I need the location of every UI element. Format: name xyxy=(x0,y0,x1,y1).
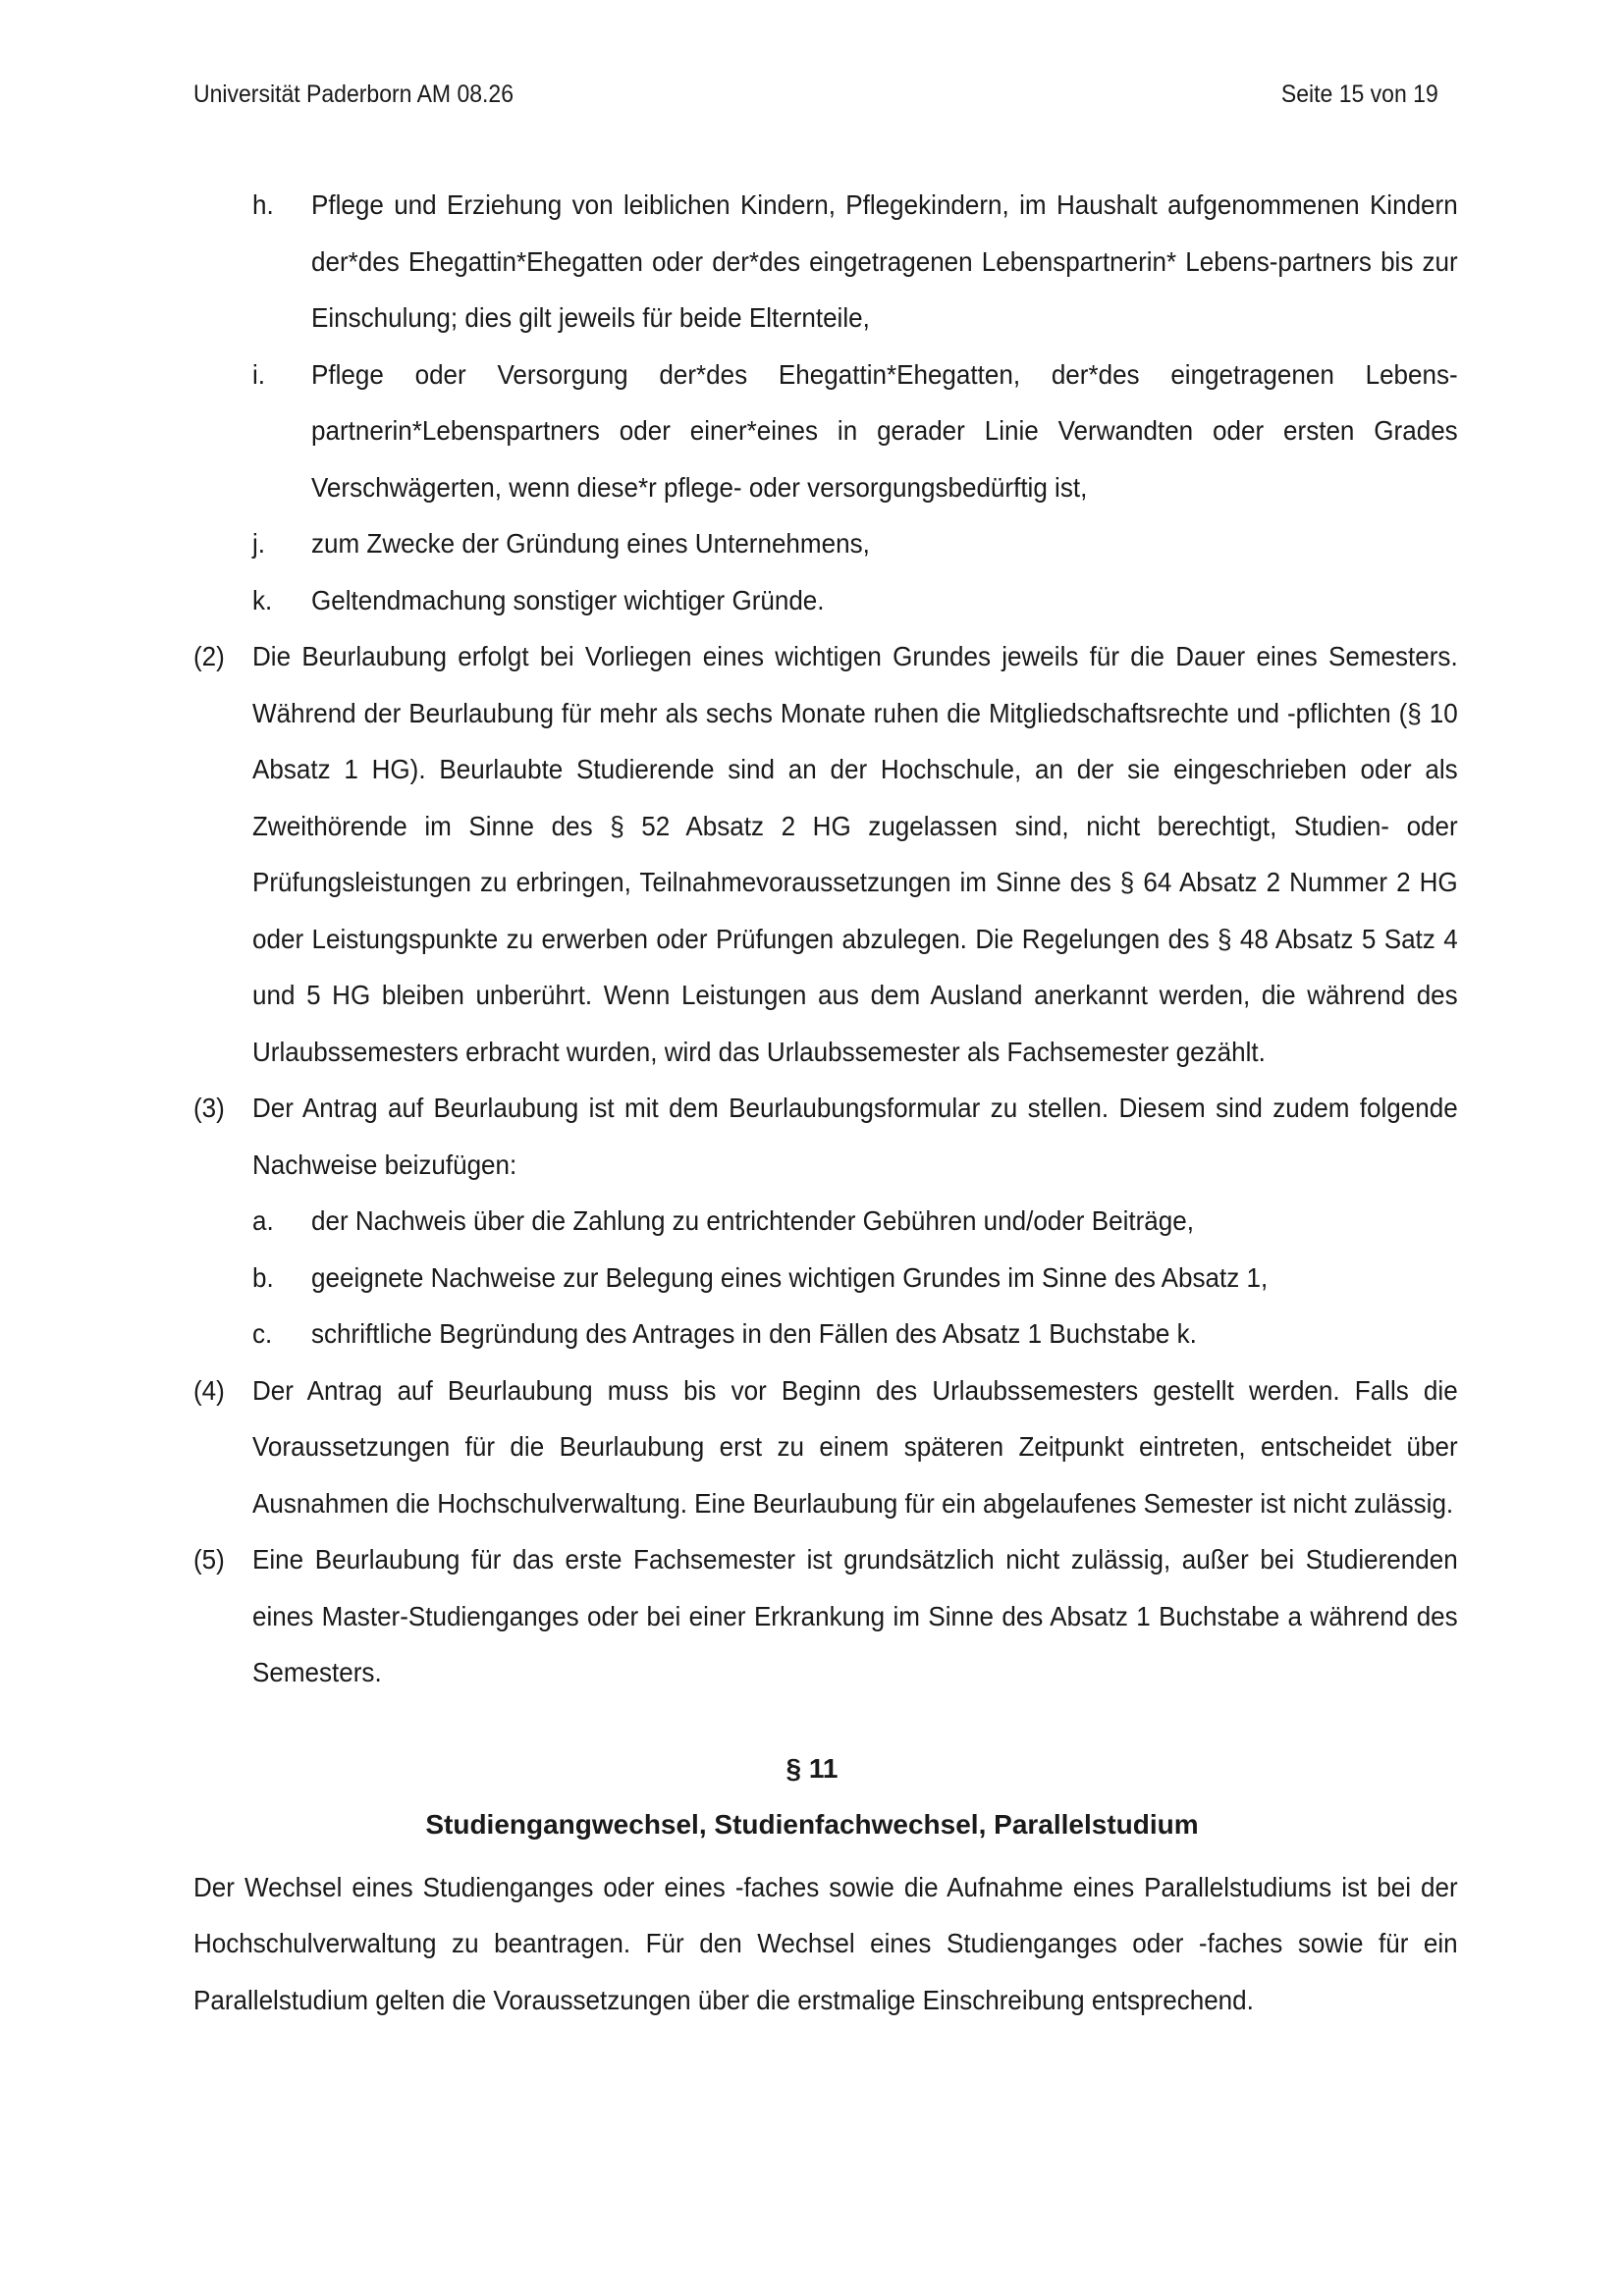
paragraph-number: (4) xyxy=(193,1374,225,1406)
list-item-c xyxy=(0,1306,1458,1362)
paragraph-text: Die Beurlaubung erfolgt bei Vorliegen eines wichtigen Grundes jeweils für die Dauer eines Semesters. Während der Beurlaubung für mehr als sechs Monate ruhen die Mitgliedschaftsrechte und -pflichten (§ 10 Absatz 1 HG). Beurlaubte Studierende sind an der Hochschule, an der sie eingeschrieben oder als Zweithörende im Sinne des § 52 Absatz 2 HG zugelassen sind, nicht berechtigt, Studien- oder Prüfungsleistungen zu erbringen, Teilnahmevoraussetzungen im Sinne des § 64 Absatz 2 Nummer 2 HG oder Leistungspunkte zu erwerben oder Prüfungen abzulegen. Die Regelungen des § 48 Absatz 5 Satz 4 und 5 HG bleiben unberührt. Wenn Leistungen aus dem Ausland anerkannt werden, die während des Urlaubssemesters erbracht wurden, wird das Urlaubssemester als Fachsemester gezählt. xyxy=(252,641,1458,1067)
list-text: zum Zwecke der Gründung eines Unternehmens, xyxy=(311,528,870,559)
list-item-a xyxy=(0,1193,1458,1250)
list-item-b xyxy=(0,1250,1458,1307)
paragraph-text: Der Wechsel eines Studienganges oder eines -faches sowie die Aufnahme eines Parallelstudiums ist bei der Hochschulverwaltung zu beantragen. Für den Wechsel eines Studienganges oder -faches sowie für ein Parallelstudium gelten die Voraussetzungen über die erstmalige Einschreibung entsprechend. xyxy=(193,1871,1458,2015)
paragraph-3 xyxy=(0,1080,1458,1193)
header-institution: Universität Paderborn AM 08.26 xyxy=(193,80,514,108)
paragraph-number: (2) xyxy=(193,641,225,671)
section-11-text xyxy=(0,1859,1458,2029)
paragraph-text: Der Antrag auf Beurlaubung ist mit dem Beurlaubungsformular zu stellen. Diesem sind zudem folgende Nachweise beizufügen: xyxy=(252,1093,1458,1180)
list-letter: b. xyxy=(252,1261,274,1293)
list-letter: a. xyxy=(252,1205,274,1236)
paragraph-text: Eine Beurlaubung für das erste Fachsemester ist grundsätzlich nicht zulässig, außer bei Studierenden eines Master-Studienganges oder bei einer Erkrankung im Sinne des Absatz 1 Buchstabe a während des Semesters. xyxy=(252,1544,1458,1687)
list-text: Geltendmachung sonstiger wichtiger Gründe. xyxy=(311,584,825,615)
list-item-h xyxy=(0,177,1458,347)
paragraph-5 xyxy=(0,1531,1458,1701)
document-body xyxy=(0,177,1624,2028)
list-item-j xyxy=(0,515,1458,572)
section-number: § 11 xyxy=(785,1752,839,1784)
header-page-number: Seite 15 von 19 xyxy=(1281,80,1438,108)
paragraph-4 xyxy=(0,1362,1458,1532)
list-item-k xyxy=(0,572,1458,629)
list-text: schriftliche Begründung des Antrages in den Fällen des Absatz 1 Buchstabe k. xyxy=(311,1318,1197,1349)
list-letter: j. xyxy=(252,528,266,559)
list-text: Pflege und Erziehung von leiblichen Kindern, Pflegekindern, im Haushalt aufgenommenen Kindern der*des Ehegattin*Ehegatten oder der*des eingetragenen Lebenspartnerin* Lebens-partners bis zur Einschulung; dies gilt jeweils für beide Elternteile, xyxy=(311,189,1458,333)
list-text: geeignete Nachweise zur Belegung eines wichtigen Grundes im Sinne des Absatz 1, xyxy=(311,1261,1269,1293)
list-text: Pflege oder Versorgung der*des Ehegattin*Ehegatten, der*des eingetragenen Lebens-partnerin*Lebenspartners oder einer*eines in gerader Linie Verwandten oder ersten Grades Verschwägerten, wenn diese*r pflege- oder versorgungsbedürftig ist, xyxy=(311,358,1458,503)
list-letter: c. xyxy=(252,1318,273,1349)
paragraph-2 xyxy=(0,628,1458,1080)
list-text: der Nachweis über die Zahlung zu entrichtender Gebühren und/oder Beiträge, xyxy=(311,1205,1194,1236)
section-title: Studiengangwechsel, Studienfachwechsel, Parallelstudium xyxy=(425,1809,1199,1840)
list-letter: k. xyxy=(252,584,273,615)
spacer xyxy=(0,1701,1624,1740)
list-letter: h. xyxy=(252,189,274,220)
list-letter: i. xyxy=(252,358,266,390)
paragraph-number: (3) xyxy=(193,1093,225,1123)
paragraph-text: Der Antrag auf Beurlaubung muss bis vor Beginn des Urlaubssemesters gestellt werden. Falls die Voraussetzungen für die Beurlaubung erst zu einem späteren Zeitpunkt eintreten, entscheidet über Ausnahmen die Hochschulverwaltung. Eine Beurlaubung für ein abgelaufenes Semester ist nicht zulässig. xyxy=(252,1374,1458,1519)
paragraph-number: (5) xyxy=(193,1544,225,1575)
list-item-i xyxy=(0,347,1458,516)
